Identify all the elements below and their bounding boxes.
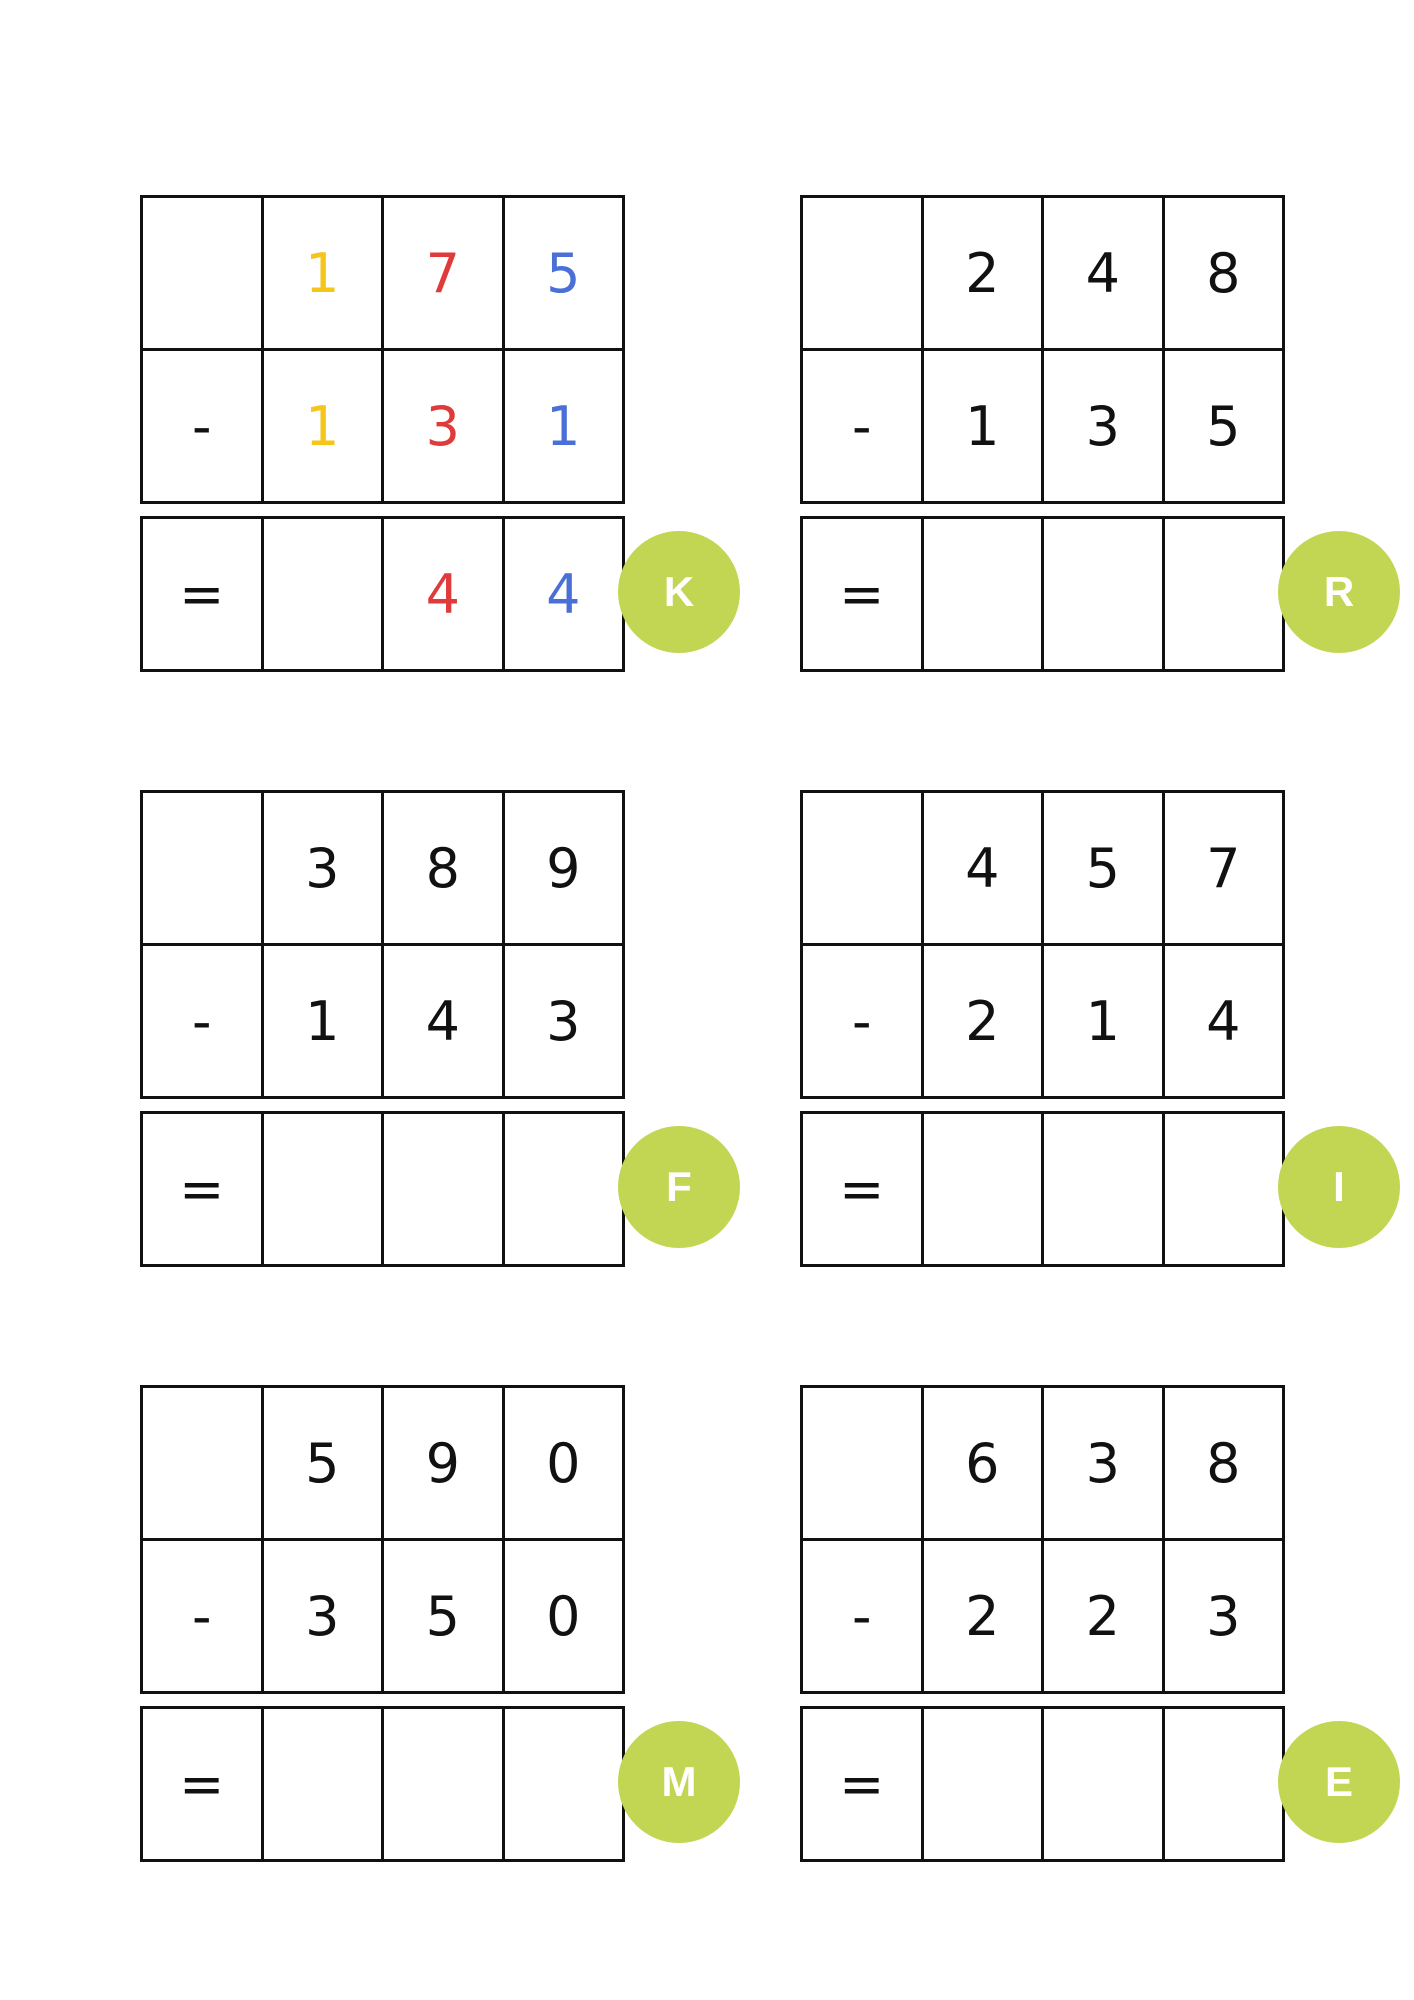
tens-cell: 2 — [1043, 1540, 1164, 1693]
equals-sign-cell: = — [802, 1113, 923, 1266]
letter-badge: I — [1278, 1126, 1400, 1248]
answer-ones-cell[interactable] — [503, 1708, 624, 1861]
hundreds-cell: 6 — [922, 1387, 1043, 1540]
answer-ones-cell[interactable] — [1163, 518, 1284, 671]
subtraction-problem-e — [800, 1385, 1400, 1865]
answer-hundreds-cell[interactable] — [262, 1708, 383, 1861]
subtraction-grid — [800, 195, 1285, 504]
minus-sign-cell: - — [142, 1540, 263, 1693]
hundreds-cell: 1 — [262, 197, 383, 350]
tens-cell: 5 — [1043, 792, 1164, 945]
hundreds-cell: 2 — [922, 945, 1043, 1098]
minus-sign-cell: - — [802, 945, 923, 1098]
equals-sign-cell: = — [142, 1708, 263, 1861]
subtrahend-row — [142, 1540, 624, 1693]
answer-grid — [800, 516, 1285, 672]
answer-ones-cell[interactable] — [1163, 1113, 1284, 1266]
ones-cell: 7 — [1163, 792, 1284, 945]
subtrahend-row — [142, 350, 624, 503]
equals-sign-cell: = — [142, 1113, 263, 1266]
answer-hundreds-cell[interactable] — [262, 1113, 383, 1266]
answer-tens-cell[interactable]: 4 — [383, 518, 504, 671]
sign-cell — [802, 1387, 923, 1540]
equals-sign-cell: = — [802, 518, 923, 671]
answer-row — [142, 1113, 624, 1266]
hundreds-cell: 1 — [922, 350, 1043, 503]
hundreds-cell: 1 — [262, 945, 383, 1098]
minuend-row — [802, 197, 1284, 350]
minuend-row — [142, 1387, 624, 1540]
tens-cell: 1 — [1043, 945, 1164, 1098]
sign-cell — [802, 792, 923, 945]
minus-sign-cell: - — [142, 350, 263, 503]
ones-cell: 8 — [1163, 197, 1284, 350]
ones-cell: 5 — [503, 197, 624, 350]
subtraction-problem-r — [800, 195, 1400, 675]
sign-cell — [142, 792, 263, 945]
answer-tens-cell[interactable] — [1043, 1113, 1164, 1266]
ones-cell: 0 — [503, 1540, 624, 1693]
subtrahend-row — [802, 1540, 1284, 1693]
answer-grid — [140, 516, 625, 672]
answer-hundreds-cell[interactable] — [262, 518, 383, 671]
ones-cell: 9 — [503, 792, 624, 945]
letter-badge: R — [1278, 531, 1400, 653]
subtraction-problem-f — [140, 790, 740, 1270]
tens-cell: 4 — [1043, 197, 1164, 350]
sign-cell — [142, 1387, 263, 1540]
answer-hundreds-cell[interactable] — [922, 518, 1043, 671]
equals-sign-cell: = — [142, 518, 263, 671]
letter-badge: E — [1278, 1721, 1400, 1843]
ones-cell: 3 — [1163, 1540, 1284, 1693]
subtrahend-row — [802, 945, 1284, 1098]
tens-cell: 3 — [1043, 1387, 1164, 1540]
answer-ones-cell[interactable] — [1163, 1708, 1284, 1861]
answer-row — [142, 1708, 624, 1861]
hundreds-cell: 4 — [922, 792, 1043, 945]
answer-tens-cell[interactable] — [1043, 1708, 1164, 1861]
tens-cell: 5 — [383, 1540, 504, 1693]
sign-cell — [142, 197, 263, 350]
sign-cell — [802, 197, 923, 350]
answer-hundreds-cell[interactable] — [922, 1113, 1043, 1266]
tens-cell: 3 — [383, 350, 504, 503]
answer-row — [802, 1113, 1284, 1266]
hundreds-cell: 3 — [262, 792, 383, 945]
subtraction-grid — [140, 1385, 625, 1694]
subtraction-grid — [140, 195, 625, 504]
minus-sign-cell: - — [802, 1540, 923, 1693]
minus-sign-cell: - — [142, 945, 263, 1098]
answer-ones-cell[interactable]: 4 — [503, 518, 624, 671]
answer-grid — [800, 1111, 1285, 1267]
ones-cell: 0 — [503, 1387, 624, 1540]
subtraction-grid — [140, 790, 625, 1099]
equals-sign-cell: = — [802, 1708, 923, 1861]
subtraction-grid — [800, 1385, 1285, 1694]
hundreds-cell: 1 — [262, 350, 383, 503]
tens-cell: 8 — [383, 792, 504, 945]
tens-cell: 4 — [383, 945, 504, 1098]
minuend-row — [142, 197, 624, 350]
minuend-row — [802, 792, 1284, 945]
minuend-row — [142, 792, 624, 945]
hundreds-cell: 2 — [922, 1540, 1043, 1693]
subtraction-problem-k — [140, 195, 740, 675]
minuend-row — [802, 1387, 1284, 1540]
answer-tens-cell[interactable] — [383, 1708, 504, 1861]
subtrahend-row — [802, 350, 1284, 503]
answer-row — [802, 1708, 1284, 1861]
tens-cell: 3 — [1043, 350, 1164, 503]
answer-tens-cell[interactable] — [1043, 518, 1164, 671]
letter-badge: K — [618, 531, 740, 653]
ones-cell: 3 — [503, 945, 624, 1098]
answer-tens-cell[interactable] — [383, 1113, 504, 1266]
answer-ones-cell[interactable] — [503, 1113, 624, 1266]
letter-badge: M — [618, 1721, 740, 1843]
hundreds-cell: 3 — [262, 1540, 383, 1693]
answer-grid — [140, 1111, 625, 1267]
ones-cell: 1 — [503, 350, 624, 503]
answer-grid — [140, 1706, 625, 1862]
subtraction-problem-m — [140, 1385, 740, 1865]
tens-cell: 9 — [383, 1387, 504, 1540]
minus-sign-cell: - — [802, 350, 923, 503]
ones-cell: 5 — [1163, 350, 1284, 503]
tens-cell: 7 — [383, 197, 504, 350]
subtraction-problem-i — [800, 790, 1400, 1270]
answer-row — [142, 518, 624, 671]
hundreds-cell: 2 — [922, 197, 1043, 350]
answer-hundreds-cell[interactable] — [922, 1708, 1043, 1861]
answer-row — [802, 518, 1284, 671]
ones-cell: 4 — [1163, 945, 1284, 1098]
subtrahend-row — [142, 945, 624, 1098]
subtraction-grid — [800, 790, 1285, 1099]
letter-badge: F — [618, 1126, 740, 1248]
answer-grid — [800, 1706, 1285, 1862]
ones-cell: 8 — [1163, 1387, 1284, 1540]
hundreds-cell: 5 — [262, 1387, 383, 1540]
